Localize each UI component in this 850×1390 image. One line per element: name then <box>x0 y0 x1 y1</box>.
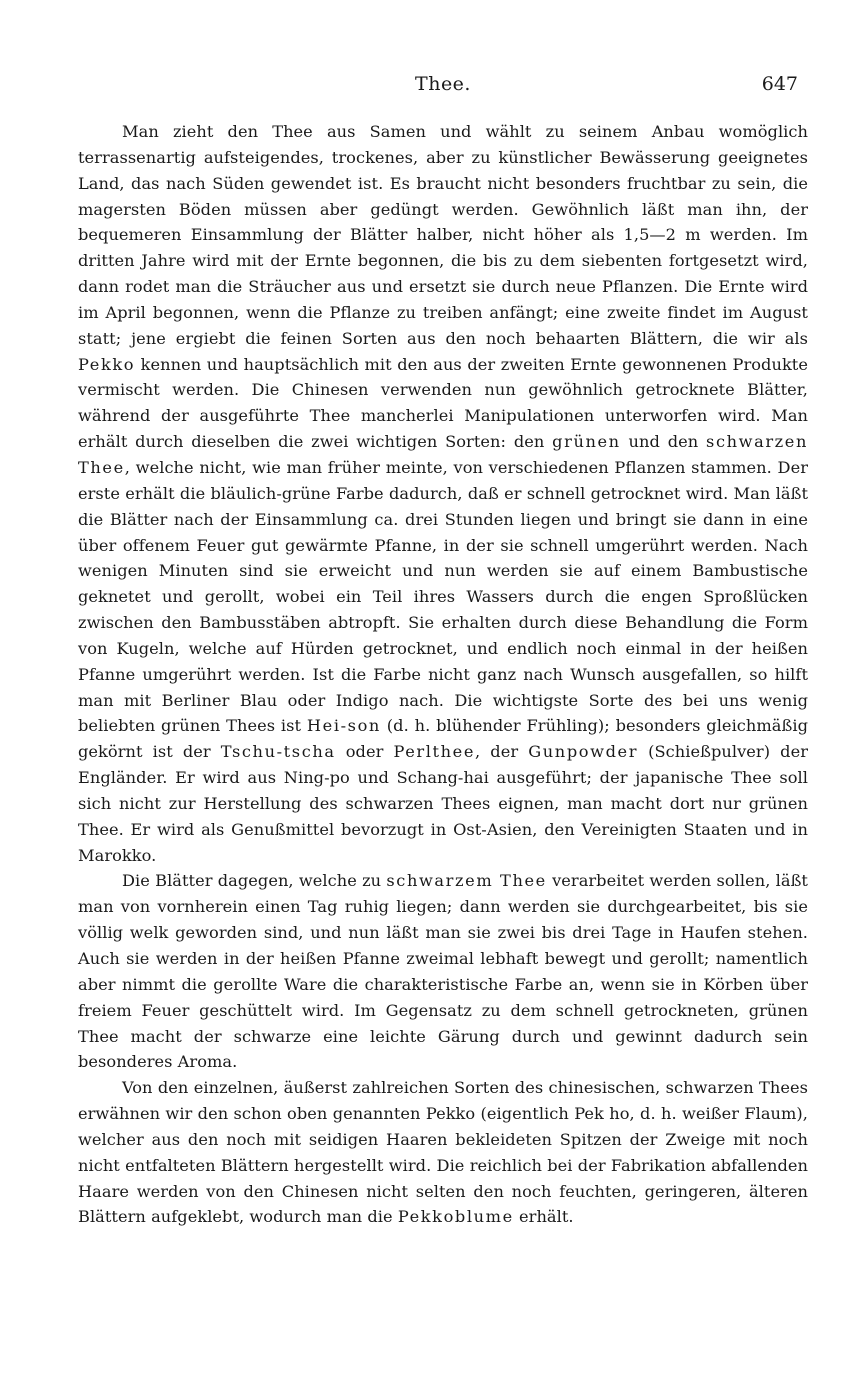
body-text <box>78 119 808 1230</box>
page-number: 647 <box>761 73 798 95</box>
text-run: und den <box>620 432 707 452</box>
running-header <box>78 70 808 104</box>
text-run: verarbeitet werden sollen, läßt man von vornherein einen Tag ruhig liegen; dann werden sie durchgearbeitet, bis sie völlig welk geworden sind, und nun läßt man sie zwei bis drei Tage in Haufen stehen. Auch sie werden in der heißen Pfanne zweimal lebhaft bewegt und gerollt; namentlich aber nimmt die gerollte Ware die charakteristische Farbe an, wenn sie in Körben über freiem Feuer geschüttelt wird. Im Gegensatz zu dem schnell getrockneten, grünen Thee macht der schwarze eine leichte Gärung durch und gewinnt dadurch sein besonderes Aroma. <box>78 871 808 1072</box>
paragraph-1 <box>78 119 808 868</box>
emphasis-pekkoblume: Pekkoblume <box>397 1207 514 1227</box>
text-run: , welche nicht, wie man früher meinte, von verschiedenen Pflanzen stammen. Der erste erhält die bläulich-grüne Farbe dadurch, daß er schnell getrocknet wird. Man läßt die Blätter nach der Einsammlung ca. drei Stunden liegen und bringt sie dann in eine über offenem Feuer gut gewärmte Pfanne, in der sie schnell umgerührt werden. Nach wenigen Minuten sind sie erweicht und nun werden sie auf einem Bambustische geknetet und gerollt, wobei ein Teil ihres Wassers durch die engen Sproßlücken zwischen den Bambusstäben abtropft. Sie erhalten durch diese Behandlung die Form von Kugeln, welche auf Hürden getrocknet, und endlich noch einmal in der heißen Pfanne umgerührt werden. Ist die Farbe nicht ganz nach Wunsch ausgefallen, so hilft man mit Berliner Blau oder Indigo nach. Die wichtigste Sorte des bei uns wenig beliebten grünen Thees ist <box>78 457 808 736</box>
paragraph-2 <box>78 868 808 1075</box>
emphasis-hei-son: Hei-son <box>306 716 381 736</box>
emphasis-perlthee: Perlthee <box>393 742 476 762</box>
text-run: kennen und hauptsächlich mit den aus der zweiten Ernte gewonnenen Produkte vermischt werden. Die Chinesen verwenden nun gewöhnlich getrocknete Blätter, während der ausgeführte Thee mancherlei Manipulationen unterworfen wird. Man erhält durch dieselben die zwei wichtigen Sorten: den <box>78 354 808 452</box>
running-title: Thee. <box>415 73 471 95</box>
emphasis-schwarzen-thee: schwarzen Thee <box>78 432 809 477</box>
emphasis-gruenen: grünen <box>552 432 621 452</box>
text-run: Von den einzelnen, äußerst zahlreichen Sorten des chinesischen, schwarzen Thees erwähnen wir den schon oben genannten Pekko (eigentlich Pek ho, d. h. weißer Flaum), welcher aus den noch mit seidigen Haaren bekleideten Spitzen der Zweige mit noch nicht entfalteten Blättern hergestellt wird. Die reichlich bei der Fabrikation abfallenden Haare werden von den Chinesen nicht selten den noch feuchten, geringeren, älteren Blättern aufgeklebt, wodurch man die <box>78 1078 808 1227</box>
emphasis-pekko: Pekko <box>78 354 136 374</box>
text-run: (Schießpulver) der Engländer. Er wird aus Ning-po und Schang-hai ausgeführt; der japanische Thee soll sich nicht zur Herstellung des schwarzen Thees eignen, man macht dort nur grünen Thee. Er wird als Genußmittel bevorzugt in Ost-Asien, den Vereinigten Staaten und in Marokko. <box>78 742 808 865</box>
text-run: Man zieht den Thee aus Samen und wählt zu seinem Anbau womöglich terrassenartig aufsteigendes, trockenes, aber zu künstlicher Bewässerung geeignetes Land, das nach Süden gewendet ist. Es braucht nicht besonders fruchtbar zu sein, die magersten Böden müssen aber gedüngt werden. Gewöhnlich läßt man ihn, der bequemeren Einsammlung der Blätter halber, nicht höher als 1,5—2 m werden. Im dritten Jahre wird mit der Ernte begonnen, die bis zu dem siebenten fortgesetzt wird, dann rodet man die Sträucher aus und ersetzt sie durch neue Pflanzen. Die Ernte wird im April begonnen, wenn die Pflanze zu treiben anfängt; eine zweite findet im August statt; jene ergiebt die feinen Sorten aus den noch behaarten Blättern, die wir als <box>78 122 808 348</box>
text-run: (d. h. blühender Frühling); besonders gleichmäßig gekörnt ist der <box>78 716 808 762</box>
emphasis-tschu-tscha: Tschu-tscha <box>220 742 336 762</box>
text-run: oder <box>335 742 394 762</box>
text-run: , der <box>475 742 529 762</box>
paragraph-3 <box>78 1075 808 1230</box>
book-page <box>78 70 808 1360</box>
emphasis-schwarzem-thee: schwarzem Thee <box>386 871 547 891</box>
text-run: erhält. <box>513 1207 574 1227</box>
emphasis-gunpowder: Gunpowder <box>528 742 639 762</box>
text-run: Die Blätter dagegen, welche zu <box>122 871 387 891</box>
